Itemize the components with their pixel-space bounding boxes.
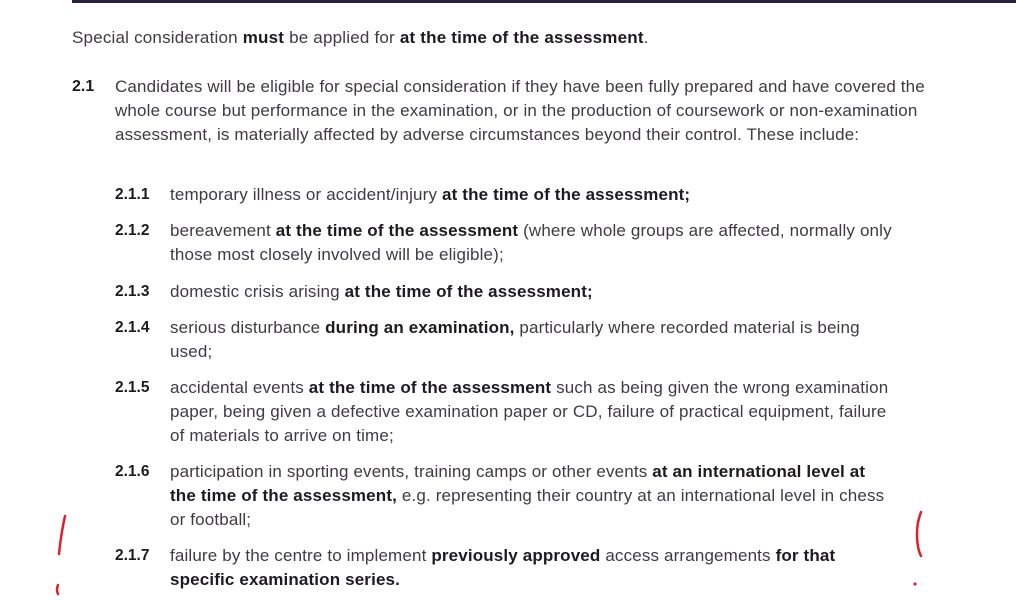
item-number: 2.1.7 [115,547,150,564]
item-number: 2.1.4 [115,319,150,336]
list-item-2-1-4 [115,316,895,364]
item-text: temporary illness or accident/injury at the time of the assessment; [170,185,691,204]
item-text: domestic crisis arising at the time of the assessment; [170,282,593,301]
item-number: 2.1.3 [115,283,150,300]
list-item-2-1-6 [115,460,895,532]
annotation-mark-right [908,508,928,588]
list-item-2-1-2 [115,219,895,267]
item-text: participation in sporting events, training camps or other events at an international level at the time of the assessment, e.g. representing their country at an international level in chess or football; [170,462,885,529]
section-text: Candidates will be eligible for special consideration if they have been fully prepared and have covered the whole course but performance in the examination, or in the production of coursework or non-examination assessment, is materially affected by adverse circumstances beyond their control. These include: [115,77,925,144]
item-number: 2.1.6 [115,463,150,480]
annotation-mark-left [50,512,70,600]
item-text: serious disturbance during an examination, particularly where recorded material is being used; [170,318,860,361]
intro-paragraph: Special consideration must be applied for at the time of the assessment. [72,28,649,47]
section-number: 2.1 [72,78,95,95]
list-item-2-1-5 [115,376,895,448]
section-2-1 [72,75,932,147]
item-text: bereavement at the time of the assessment (where whole groups are affected, normally only those most closely involved will be eligible); [170,221,892,264]
item-number: 2.1.1 [115,186,150,203]
list-item-2-1-1 [115,183,895,207]
top-rule [72,0,1016,3]
list-item-2-1-3 [115,280,895,304]
item-text: failure by the centre to implement previously approved access arrangements for that specific examination series. [170,546,836,589]
item-text: accidental events at the time of the assessment such as being given the wrong examination paper, being given a defective examination paper or CD, failure of practical equipment, failure of materials to arrive on time; [170,378,889,445]
item-number: 2.1.2 [115,222,150,239]
list-item-2-1-7 [115,544,895,592]
item-number: 2.1.5 [115,379,150,396]
